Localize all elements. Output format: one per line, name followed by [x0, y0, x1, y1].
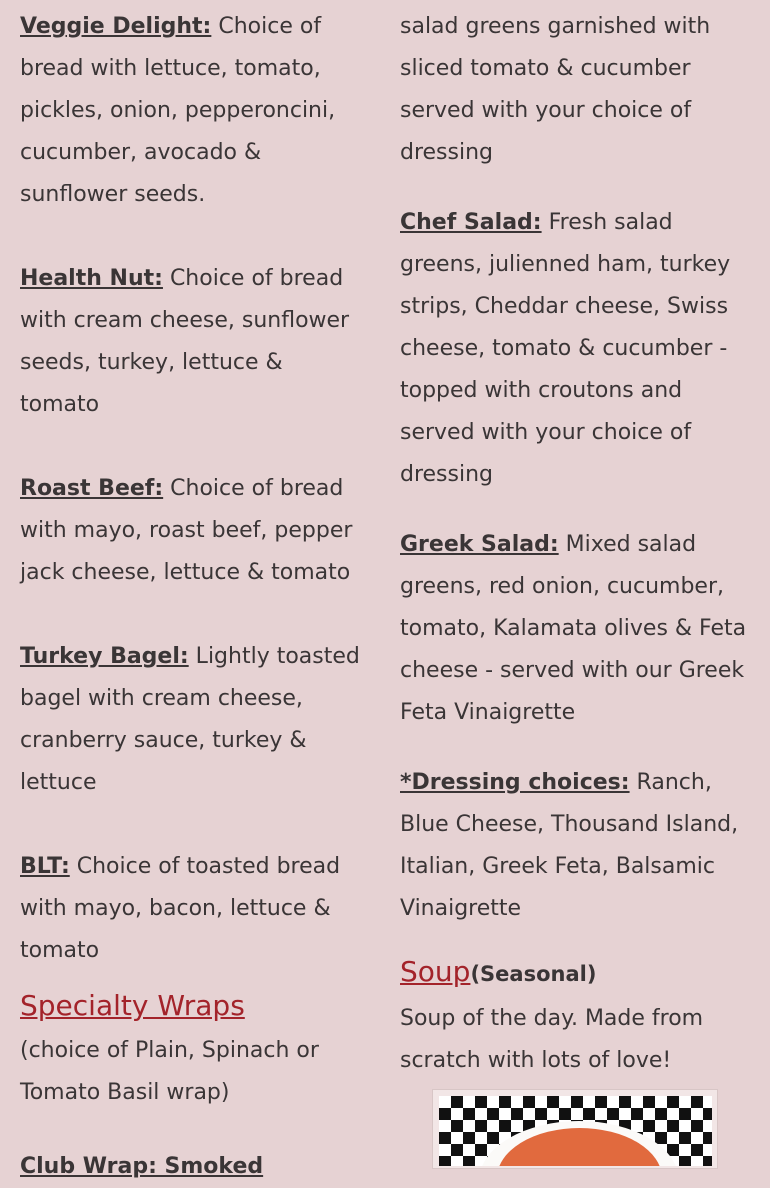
- item-description: Choice of toasted bread with mayo, bacon, lettuce & tomato: [20, 854, 341, 963]
- item-description: Choice of bread with lettuce, tomato, pickles, onion, pepperoncini, cucumber, avocado & sunflower seeds.: [20, 14, 336, 207]
- item-name: *Dressing choices:: [400, 770, 630, 795]
- item-description: Choice of bread with mayo, roast beef, pepper jack cheese, lettuce & tomato: [20, 476, 353, 585]
- soup-bowl-image: [439, 1096, 712, 1166]
- item-description: Mixed salad greens, red onion, cucumber, tomato, Kalamata olives & Feta cheese - served with our Greek Feta Vinaigrette: [400, 532, 747, 725]
- soup-heading: [400, 952, 755, 994]
- menu-item-greek-salad: [400, 524, 755, 734]
- item-name: Turkey Bagel:: [20, 644, 189, 669]
- item-description: Choice of bread with cream cheese, sunflower seeds, turkey, lettuce & tomato: [20, 266, 350, 417]
- menu-item-house-salad-tail: salad greens garnished with sliced tomato & cucumber served with your choice of dressing: [400, 14, 711, 165]
- item-name: BLT:: [20, 854, 70, 879]
- specialty-wraps-note: (choice of Plain, Spinach or Tomato Basil wrap): [20, 1038, 319, 1105]
- item-partial-text: Club Wrap: Smoked: [20, 1154, 264, 1179]
- item-description: Ranch, Blue Cheese, Thousand Island, Italian, Greek Feta, Balsamic Vinaigrette: [400, 770, 739, 921]
- menu-item-veggie-delight: [20, 6, 365, 216]
- menu-item-roast-beef: [20, 468, 365, 594]
- menu-item-chef-salad: [400, 202, 755, 496]
- item-description: Lightly toasted bagel with cream cheese, cranberry sauce, turkey & lettuce: [20, 644, 360, 795]
- right-menu-column: [400, 0, 755, 1082]
- menu-item-club-wrap: [20, 1146, 365, 1188]
- soup-description: Soup of the day. Made from scratch with lots of love!: [400, 1006, 704, 1073]
- specialty-wraps-heading[interactable]: Specialty Wraps: [20, 989, 245, 1022]
- menu-item-health-nut: [20, 258, 365, 426]
- soup-seasonal-note: (Seasonal): [470, 962, 597, 986]
- item-name: Roast Beef:: [20, 476, 164, 501]
- left-menu-column: [20, 0, 365, 1188]
- item-name: Health Nut:: [20, 266, 163, 291]
- soup-title-link[interactable]: Soup: [400, 955, 471, 988]
- menu-item-turkey-bagel: [20, 636, 365, 804]
- menu-item-blt: [20, 846, 365, 972]
- item-name: Greek Salad:: [400, 532, 559, 557]
- item-name: Veggie Delight:: [20, 14, 212, 39]
- item-name: Chef Salad:: [400, 210, 542, 235]
- item-description: Fresh salad greens, julienned ham, turkey strips, Cheddar cheese, Swiss cheese, tomato & cucumber - topped with croutons and served with your choice of dressing: [400, 210, 731, 487]
- dressing-choices: [400, 762, 755, 930]
- soup-photo-frame: [432, 1089, 718, 1169]
